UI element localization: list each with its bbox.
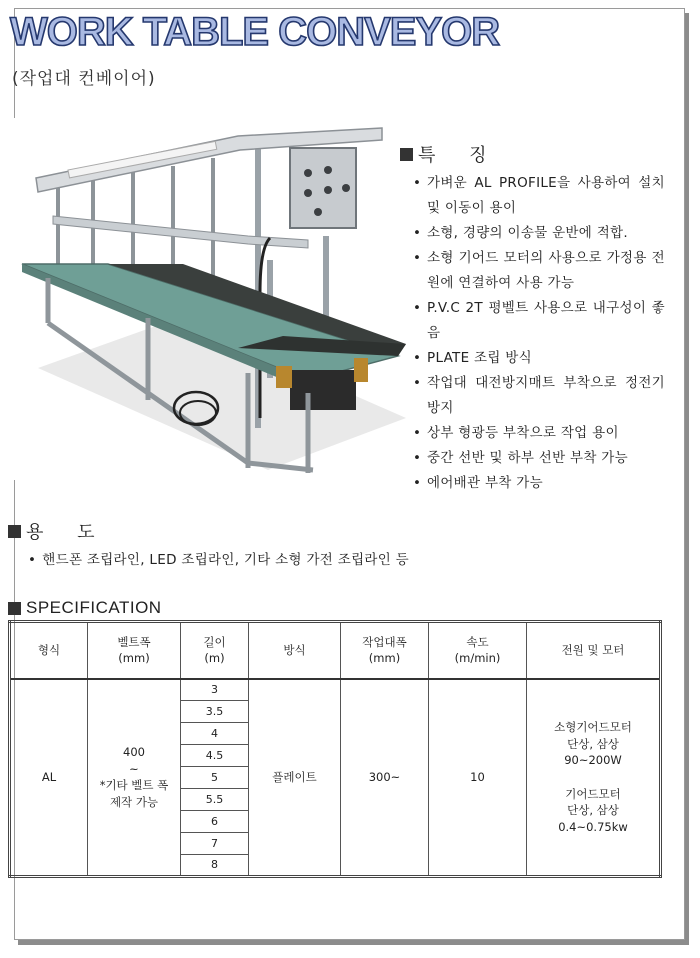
bullet-icon: • <box>413 375 422 391</box>
features-title: 특 징 <box>418 145 501 166</box>
cell-length: 5 <box>181 767 249 789</box>
feature-item: • 소형 기어드 모터의 사용으로 가정용 전원에 연결하여 사용 가능 <box>413 246 665 296</box>
bullet-icon: • <box>413 300 422 316</box>
cell-length: 3 <box>181 679 249 701</box>
cell-length: 7 <box>181 833 249 855</box>
spec-heading <box>8 598 162 618</box>
col-header-speed: 속도 (m/min) <box>429 622 527 679</box>
col-header-type: 형식 <box>10 622 88 679</box>
features-heading <box>400 141 501 167</box>
usage-description: 핸드폰 조립라인, LED 조립라인, 기타 소형 가전 조립라인 등 <box>42 552 410 568</box>
bullet-icon: • <box>413 250 422 266</box>
cell-type: AL <box>10 679 88 877</box>
col-header-belt-width: 벨트폭 (mm) <box>88 622 181 679</box>
table-row <box>10 679 661 701</box>
conveyor-product-image <box>8 118 406 480</box>
spec-header-row <box>10 622 661 679</box>
feature-item: • 소형, 경량의 이송물 운반에 적합. <box>413 221 665 246</box>
bullet-icon: • <box>413 350 422 366</box>
feature-item: • 상부 형광등 부착으로 작업 용이 <box>413 421 665 446</box>
bullet-icon: • <box>413 425 422 441</box>
bullet-icon: • <box>413 450 422 466</box>
bullet-icon: • <box>28 552 37 568</box>
cell-belt-width: 400 ~ *기타 벨트 폭 제작 가능 <box>88 679 181 877</box>
col-header-method: 방식 <box>249 622 341 679</box>
spec-table <box>8 620 662 878</box>
cell-length: 6 <box>181 811 249 833</box>
features-list <box>413 171 665 496</box>
cell-length: 3.5 <box>181 701 249 723</box>
usage-text <box>28 548 409 568</box>
feature-item: • P.V.C 2T 평벨트 사용으로 내구성이 좋음 <box>413 296 665 346</box>
page-title: WORK TABLE CONVEYOR <box>10 10 500 54</box>
bullet-icon: • <box>413 475 422 491</box>
cell-work-width: 300~ <box>341 679 429 877</box>
feature-item: • 에어배관 부착 가능 <box>413 471 665 496</box>
usage-heading <box>8 518 109 544</box>
bullet-icon: • <box>413 225 422 241</box>
cell-length: 4 <box>181 723 249 745</box>
cell-method: 플레이트 <box>249 679 341 877</box>
cell-length: 5.5 <box>181 789 249 811</box>
cell-speed: 10 <box>429 679 527 877</box>
section-square-icon <box>8 602 21 615</box>
feature-item: • 중간 선반 및 하부 선반 부착 가능 <box>413 446 665 471</box>
cell-length: 4.5 <box>181 745 249 767</box>
page-subtitle: (작업대 컨베이어) <box>12 69 156 89</box>
section-square-icon <box>8 525 21 538</box>
cell-length: 8 <box>181 855 249 877</box>
bullet-icon: • <box>413 175 422 191</box>
col-header-power-motor: 전원 및 모터 <box>527 622 661 679</box>
feature-item: • 작업대 대전방지매트 부착으로 정전기 방지 <box>413 371 665 421</box>
section-square-icon <box>400 148 413 161</box>
cell-power-motor: 소형기어드모터 단상, 삼상 90~200W 기어드모터 단상, 삼상 0.4~0.75kw <box>527 679 661 877</box>
usage-title: 용 도 <box>26 522 109 543</box>
col-header-length: 길이 (m) <box>181 622 249 679</box>
col-header-work-width: 작업대폭 (mm) <box>341 622 429 679</box>
feature-item: • PLATE 조립 방식 <box>413 346 665 371</box>
feature-item: • 가벼운 AL PROFILE을 사용하여 설치 및 이동이 용이 <box>413 171 665 221</box>
spec-title: SPECIFICATION <box>26 598 162 617</box>
